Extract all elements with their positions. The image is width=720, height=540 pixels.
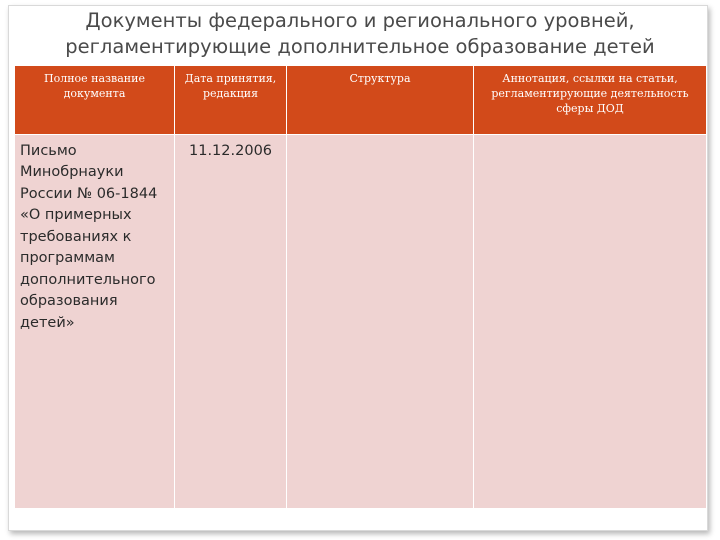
cell-date: 11.12.2006 [175,134,287,508]
slide-title-line-1: Документы федерального и регионального уровней, [85,9,635,32]
table-header-row [15,66,707,134]
cell-annotation [474,134,707,508]
column-header-date: Дата принятия, редакция [175,66,287,134]
slide-title [0,8,720,60]
column-header-structure: Структура [287,66,474,134]
slide-title-line-2: регламентирующие дополнительное образование детей [65,35,655,58]
documents-table [14,66,707,509]
table-row [15,134,707,508]
column-header-document-name: Полное название документа [15,66,175,134]
cell-structure [287,134,474,508]
column-header-annotation: Аннотация, ссылки на статьи, регламентирующие деятельность сферы ДОД [474,66,707,134]
cell-document-name: Письмо Минобрнауки России № 06-1844 «О примерных требованиях к программам дополнительного образования детей» [15,134,175,508]
